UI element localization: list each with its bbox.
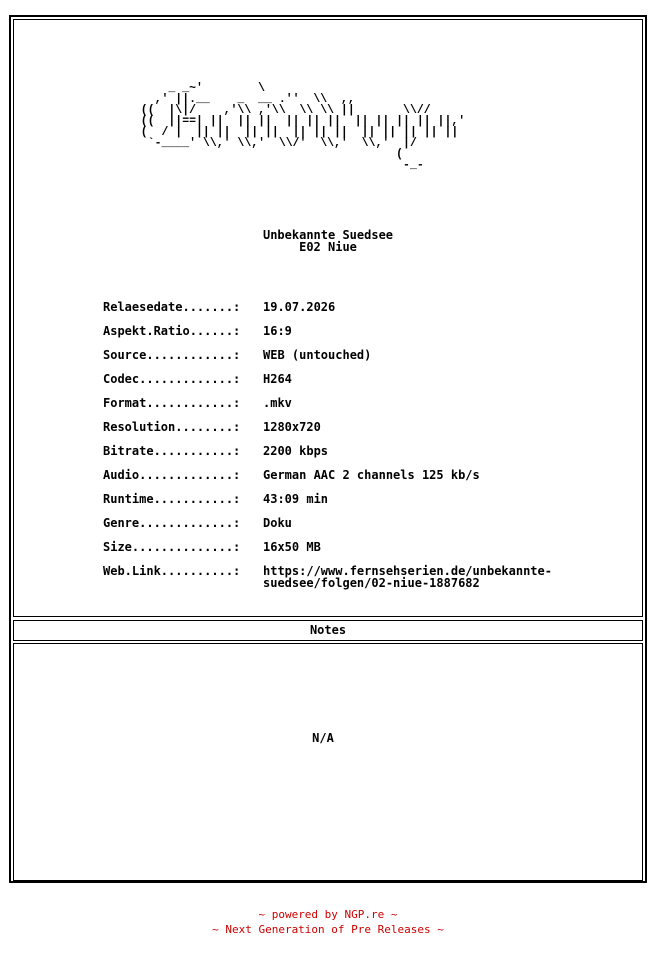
info-value: H264 [263, 372, 292, 386]
info-label: Bitrate...........: [103, 444, 248, 458]
notes-panel [13, 643, 643, 881]
goodboy-ascii-logo: _ _~' \ ,' ||.__ _ __ .'' \\ ,, (( |\|/ ,'\\ ,'\\ \\ \\ || \\// (( ||==| || || || || || || || || || || ||,' ( / | || || || || || || || || || || || || `-____' \\,' \\,' \\/' \\,' \\,' |/ ( -_- [140, 82, 466, 172]
footer-tagline: ~ Next Generation of Pre Releases ~ [212, 923, 444, 936]
info-label: Resolution........: [103, 420, 248, 434]
info-label: Web.Link..........: [103, 564, 248, 578]
info-label: Size..............: [103, 540, 248, 554]
info-row-resolution [103, 421, 593, 433]
info-row-weblink [103, 565, 593, 589]
notes-heading: Notes [309, 623, 347, 637]
release-title: Unbekannte Suedsee [262, 228, 394, 242]
info-label: Source............: [103, 348, 248, 362]
info-row-aspect-ratio [103, 325, 593, 337]
info-label: Audio.............: [103, 468, 248, 482]
info-label: Relaesedate.......: [103, 300, 248, 314]
info-value: 43:09 min [263, 492, 329, 506]
info-row-genre [103, 517, 593, 529]
info-label: Aspekt.Ratio......: [103, 324, 248, 338]
info-value: .mkv [263, 396, 292, 410]
info-value: WEB (untouched) [263, 348, 372, 362]
info-row-bitrate [103, 445, 593, 457]
info-row-runtime [103, 493, 593, 505]
info-row-format [103, 397, 593, 409]
info-label: Format............: [103, 396, 248, 410]
info-row-size [103, 541, 593, 553]
notes-body: N/A [312, 731, 334, 745]
info-value: 16:9 [263, 324, 292, 338]
info-value: 19.07.2026 [263, 300, 336, 314]
info-value: Doku [263, 516, 292, 530]
info-value: 16x50 MB [263, 540, 321, 554]
info-label: Codec.............: [103, 372, 248, 386]
info-value: 2200 kbps [263, 444, 329, 458]
footer-powered-by: ~ powered by NGP.re ~ [258, 908, 398, 921]
web-link[interactable]: https://www.fernsehserien.de/unbekannte- suedsee/folgen/02-niue-1887682 [263, 564, 552, 590]
info-row-audio [103, 469, 593, 481]
info-row-releasedate [103, 301, 593, 313]
info-row-codec [103, 373, 593, 385]
info-label: Genre.............: [103, 516, 248, 530]
info-value: German AAC 2 channels 125 kb/s [263, 468, 480, 482]
release-episode: E02 Niue [299, 240, 357, 254]
info-value: 1280x720 [263, 420, 321, 434]
info-label: Runtime...........: [103, 492, 248, 506]
info-row-source [103, 349, 593, 361]
